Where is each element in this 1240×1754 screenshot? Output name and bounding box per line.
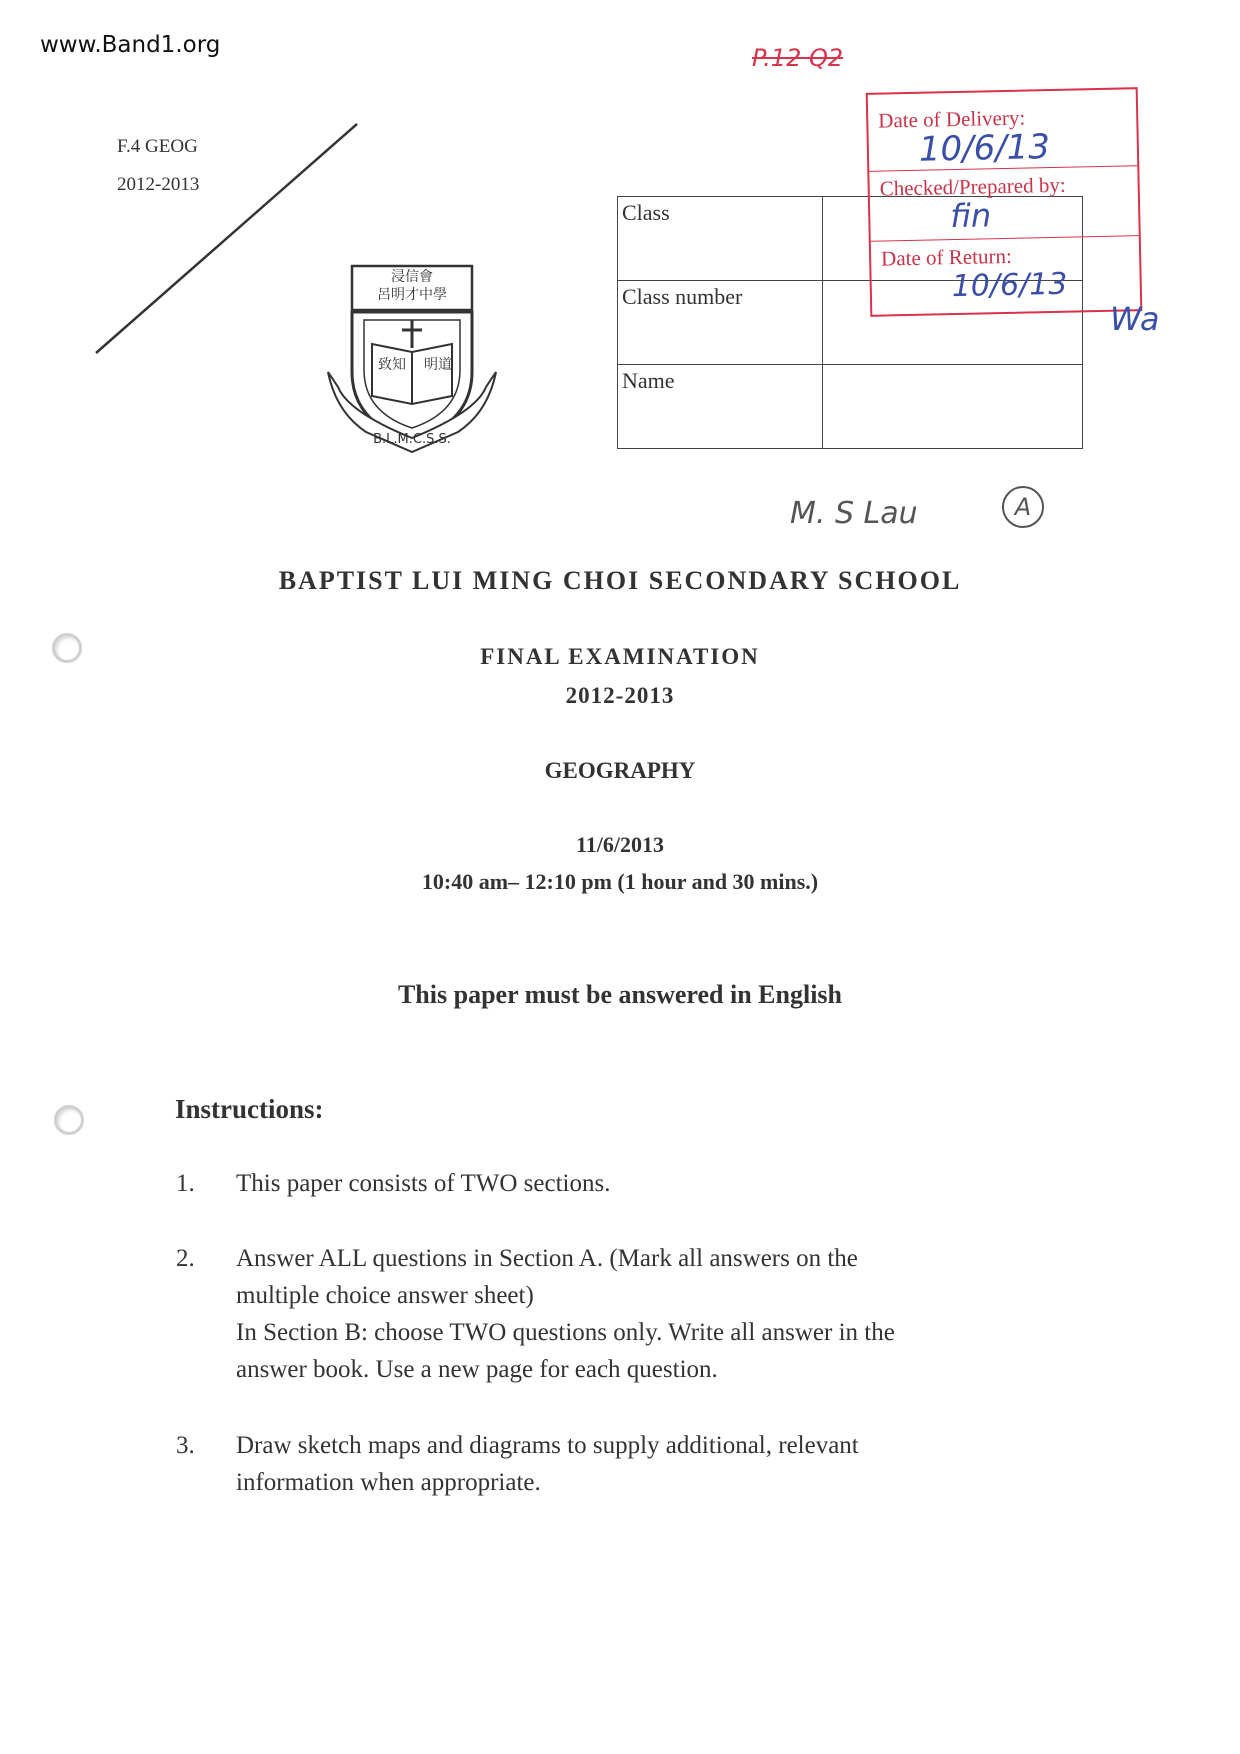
- checked-by-label: Checked/Prepared by:: [879, 172, 1066, 201]
- crest-chinese-line2: 呂明才中學: [377, 287, 447, 303]
- return-date-value: 10/6/13: [951, 266, 1068, 305]
- school-year: 2012-2013: [117, 174, 200, 195]
- language-note: This paper must be answered in English: [397, 980, 843, 1009]
- school-crest: [326, 262, 498, 462]
- class-code: F.4 GEOG: [117, 136, 198, 157]
- teacher-name-note: M. S Lau: [790, 496, 918, 531]
- subject-title: GEOGRAPHY: [544, 758, 696, 783]
- instruction-number: 2.: [176, 1245, 195, 1272]
- name-field[interactable]: [823, 365, 1083, 449]
- instruction-line: information when appropriate.: [236, 1469, 541, 1496]
- instruction-line: This paper consists of TWO sections.: [236, 1170, 611, 1197]
- instruction-number: 1.: [176, 1170, 195, 1197]
- instruction-line: Draw sketch maps and diagrams to supply additional, relevant: [236, 1432, 859, 1459]
- instruction-line: Answer ALL questions in Section A. (Mark all answers on the: [236, 1245, 858, 1272]
- delivery-date-label: Date of Delivery:: [878, 105, 1026, 133]
- return-date-label: Date of Return:: [880, 243, 1013, 271]
- school-name: BAPTIST LUI MING CHOI SECONDARY SCHOOL: [278, 566, 962, 595]
- initials-signature: Wa: [1110, 300, 1160, 338]
- crest-book-left: 致知: [378, 357, 406, 373]
- name-label: Name: [618, 365, 823, 449]
- instruction-line: answer book. Use a new page for each question.: [236, 1356, 718, 1383]
- exam-date: 11/6/2013: [575, 832, 664, 857]
- delivery-date-value: 10/6/13: [918, 127, 1051, 170]
- crest-chinese-line1: 浸信會: [391, 269, 433, 285]
- instruction-line: In Section B: choose TWO questions only. Write all answer in the: [236, 1319, 895, 1346]
- exam-time: 10:40 am– 12:10 pm (1 hour and 30 mins.): [421, 869, 819, 894]
- exam-year: 2012-2013: [565, 683, 675, 708]
- instruction-item-1: [236, 1165, 1016, 1202]
- punch-hole-icon: [52, 633, 82, 663]
- instructions-heading: Instructions:: [175, 1094, 324, 1124]
- crest-ribbon-text: B.L.M.C.S.S.: [373, 432, 451, 447]
- website-watermark: www.Band1.org: [40, 32, 221, 58]
- instruction-item-3: [236, 1427, 1016, 1501]
- exam-title: FINAL EXAMINATION: [480, 644, 760, 669]
- instruction-item-2: [236, 1240, 1016, 1388]
- checked-by-value: fin: [949, 196, 992, 236]
- class-label: Class: [618, 197, 823, 281]
- class-number-label: Class number: [618, 281, 823, 365]
- table-row: [618, 365, 1083, 449]
- punch-hole-icon: [54, 1105, 84, 1135]
- crest-book-right: 明道: [424, 357, 452, 373]
- delivery-stamp: [866, 87, 1143, 317]
- instruction-line: multiple choice answer sheet): [236, 1282, 534, 1309]
- reference-note: P.12 Q2: [752, 44, 844, 72]
- grade-circle-mark: A: [1002, 486, 1044, 528]
- instruction-number: 3.: [176, 1432, 195, 1459]
